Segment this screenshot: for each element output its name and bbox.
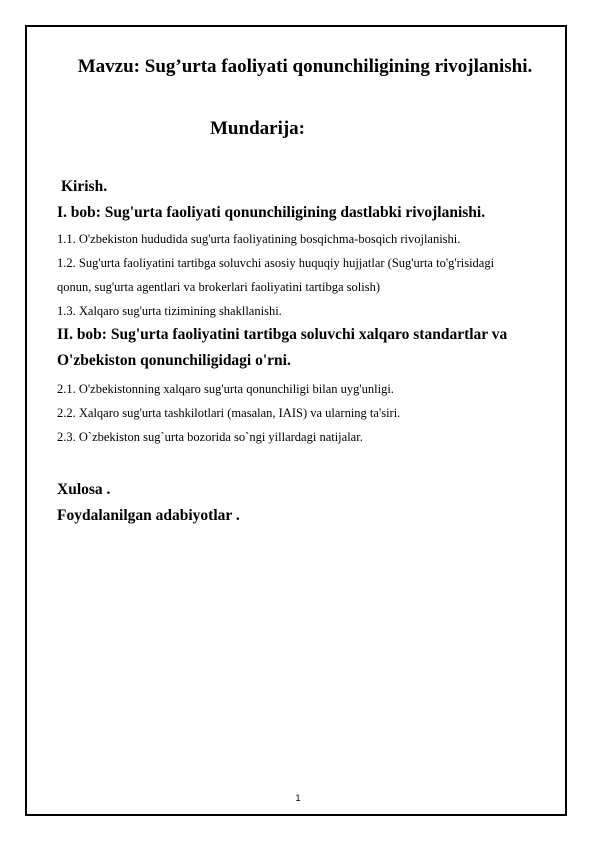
- page-number: 1: [295, 793, 301, 803]
- toc-heading: Mundarija:: [210, 118, 305, 139]
- toc-conclusion: Xulosa .: [57, 481, 111, 498]
- toc-item-2-2: 2.2. Xalqaro sug'urta tashkilotlari (masalan, IAIS) va ularning ta'siri.: [57, 406, 401, 420]
- toc-item-2-3: 2.3. O`zbekiston sug`urta bozorida so`ngi yillardagi natijalar.: [57, 430, 363, 444]
- toc-chapter2-heading-line2: O'zbekiston qonunchiligidagi o'rni.: [57, 352, 291, 369]
- toc-item-1-2: 1.2. Sug'urta faoliyatini tartibga soluvchi asosiy huquqiy hujjatlar (Sug'urta to'g'risidagi: [57, 256, 495, 270]
- toc-item-2-1: 2.1. O'zbekistonning xalqaro sug'urta qonunchiligi bilan uyg'unligi.: [57, 382, 394, 396]
- toc-references: Foydalanilgan adabiyotlar .: [57, 507, 240, 524]
- toc-item-1-1: 1.1. O'zbekiston hududida sug'urta faoliyatining bosqichma-bosqich rivojlanishi.: [57, 232, 461, 246]
- toc-chapter1-heading: I. bob: Sug'urta faoliyati qonunchiligining dastlabki rivojlanishi.: [57, 204, 486, 221]
- toc-item-1-3: 1.3. Xalqaro sug'urta tizimining shakllanishi.: [57, 304, 282, 318]
- toc-intro: Kirish.: [61, 178, 108, 195]
- document-title: Mavzu: Sug’urta faoliyati qonunchiligining rivojlanishi.: [77, 56, 533, 77]
- toc-item-1-2-continued: qonun, sug'urta agentlari va brokerlari faoliyatini tartibga solish): [57, 280, 380, 294]
- toc-chapter2-heading-line1: II. bob: Sug'urta faoliyatini tartibga soluvchi xalqaro standartlar va: [57, 326, 508, 343]
